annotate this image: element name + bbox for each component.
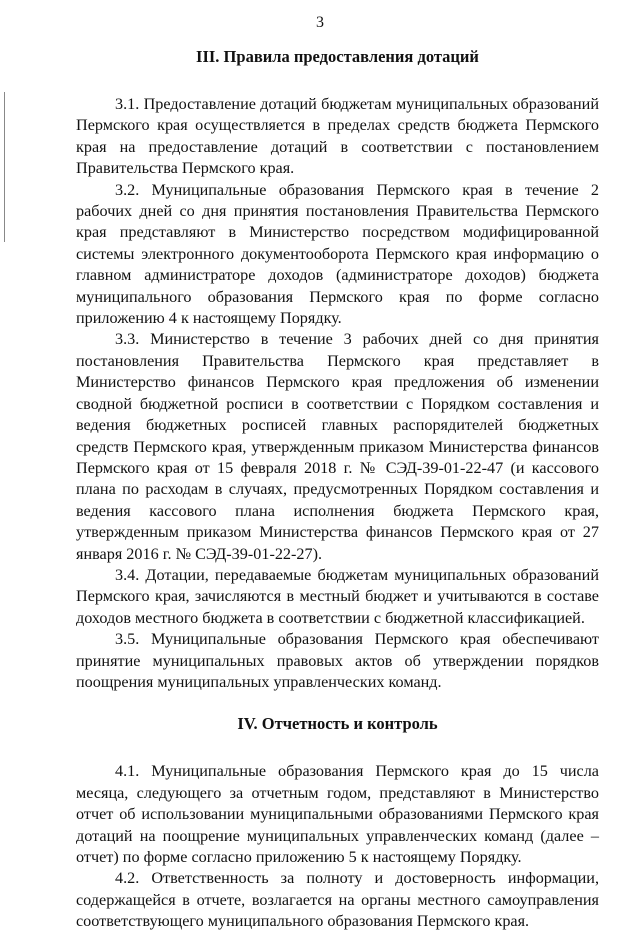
page-number: 3 [316, 14, 324, 31]
section-4-title: IV. Отчетность и контроль [237, 714, 438, 734]
paragraph-3-4: 3.4. Дотации, передаваемые бюджетам муниципальных образований Пермского края, зачисляются в местный бюджет и учитываются в составе доходов местного бюджета в соответствии с бюджетной классификацией. [76, 565, 599, 627]
section-3-title: III. Правила предоставления дотаций [196, 47, 479, 66]
paragraph-4-1: 4.1. Муниципальные образования Пермского края до 15 числа месяца, следующего за отчетным годом, представляют в Министерство отчет об использовании муниципальными образованиями Пермского края дотаций на поощрение муниципальных управленческих команд (далее – отчет) по форме согласно приложению 5 к настоящему Порядку. [76, 762, 599, 866]
paragraph-3-1: 3.1. Предоставление дотаций бюджетам муниципальных образований Пермского края осуществляется в пределах средств бюджета Пермского края на предоставление дотаций в соответствии с постановлением Правительства Пермского края. [76, 95, 599, 178]
paragraph-3-5: 3.5. Муниципальные образования Пермского края обеспечивают принятие муниципальных правовых актов об утверждении порядков поощрения муниципальных управленческих команд. [76, 630, 599, 691]
paragraph-4-2: 4.2. Ответственность за полноту и достоверность информации, содержащейся в отчете, возлагается на органы местного самоуправления соответствующего муниципального образования Пермского края. [76, 869, 599, 931]
scan-edge-mark [4, 92, 5, 242]
paragraph-3-3: 3.3. Министерство в течение 3 рабочих дней со дня принятия постановления Правительства Пермского края представляет в Министерство финансов Пермского края предложения об изменении сводной бюджетной росписи в соответствии с Порядком составления и ведения бюджетных росписей главных распорядителей бюджетных средств Пермского края, утвержденным приказом Министерства финансов Пермского края от 15 февраля 2018 г. № СЭД-39-01-22-47 (и кассового плана по расходам в случаях, предусмотренных Порядком составления и ведения кассового плана исполнения бюджета Пермского края, утвержденным приказом Министерства финансов Пермского края от 27 января 2016 г. № СЭД-39-01-22-27). [76, 330, 599, 563]
paragraph-3-2: 3.2. Муниципальные образования Пермского края в течение 2 рабочих дней со дня принятия постановления Правительства Пермского края представляют в Министерство посредством модифицированной системы электронного документооборота Пермского края информацию о главном администраторе доходов (администраторе доходов) бюджета муниципального образования Пермского края по форме согласно приложению 4 к настоящему Порядку. [76, 180, 599, 328]
document-body [76, 46, 599, 933]
